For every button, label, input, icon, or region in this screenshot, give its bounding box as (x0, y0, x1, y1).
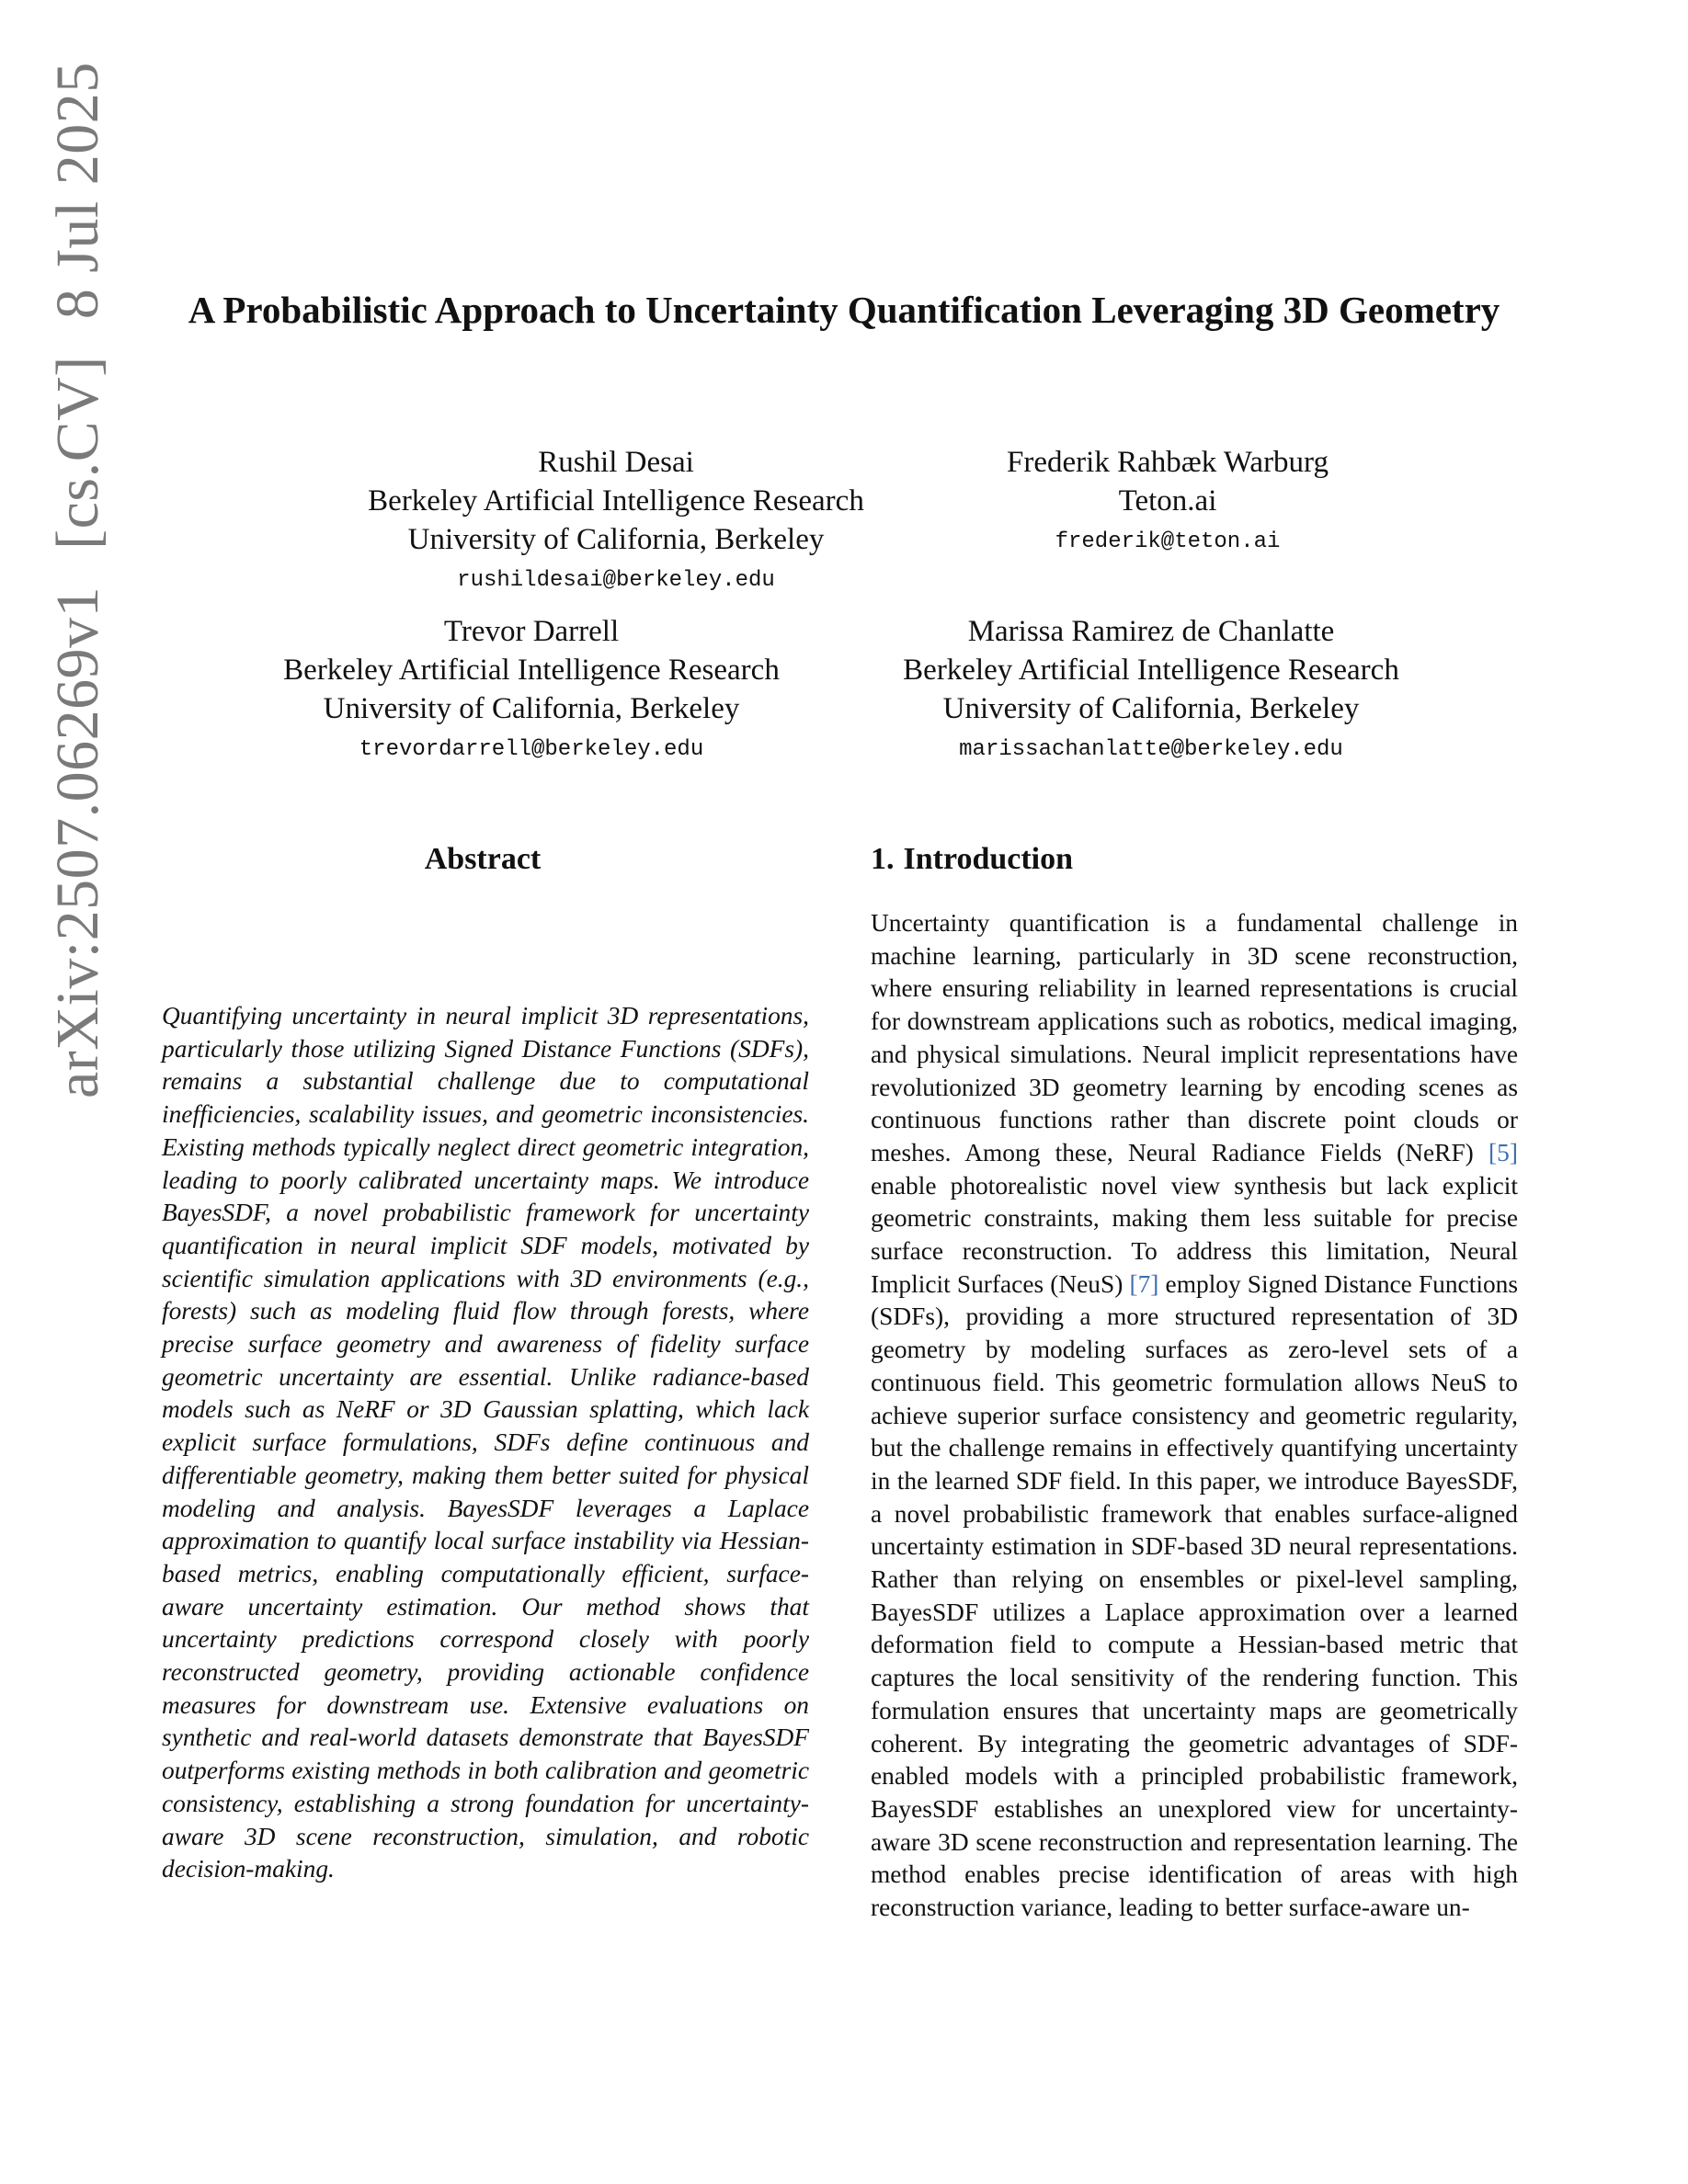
author-block (919, 443, 1416, 561)
arxiv-category: [cs.CV] (44, 356, 111, 550)
author-affiliation: Berkeley Artificial Intelligence Research (283, 654, 780, 687)
intro-text-part: employ Signed Distance Functions (SDFs), providing a more structured representation of 3D geometry by modeling surfaces as zero-level sets of a continuous field. This geometric formulation allows NeuS to achieve superior surface consistency and geometric regularity, but the challenge remains in effectively quantifying uncertainty in the learned SDF field. In this paper, we introduce BayesSDF, a novel probabilistic framework that enables surface-aligned uncertainty estimation in SDF-based 3D neural representations. Rather than relying on ensembles or pixel-level sampling, BayesSDF utilizes a Laplace approximation over a learned deformation field to compute a Hessian-based metric that captures the local sensitivity of the rendering function. This formulation ensures that uncertainty maps are geometrically coherent. By integrating the geometric advantages of SDF-enabled models with a principled probabilistic framework, BayesSDF establishes an unexplored view for uncertainty-aware 3D scene reconstruction and representation learning. The method enables precise identification of areas with high reconstruction variance, leading to better surface-aware un- (871, 1269, 1518, 1922)
author-affiliation: University of California, Berkeley (407, 523, 825, 556)
author-affiliation: University of California, Berkeley (323, 692, 740, 725)
arxiv-date: 8 Jul 2025 (44, 62, 111, 320)
author-block (866, 612, 1436, 768)
citation-link[interactable]: [7] (1129, 1269, 1159, 1298)
introduction-text (871, 907, 1518, 1925)
paper-title: A Probabilistic Approach to Uncertainty Quantification Leveraging 3D Geometry (188, 289, 1500, 331)
author-name: Trevor Darrell (443, 615, 620, 648)
author-name: Frederik Rahbæk Warburg (1007, 446, 1329, 479)
abstract-heading: Abstract (424, 842, 542, 876)
citation-link[interactable]: [5] (1488, 1138, 1518, 1166)
arxiv-id: arXiv:2507.06269v1 (44, 586, 111, 1098)
author-block (340, 443, 892, 599)
author-affiliation: Teton.ai (1118, 484, 1217, 518)
author-email: trevordarrell@berkeley.edu (359, 737, 704, 762)
author-affiliation: University of California, Berkeley (942, 692, 1360, 725)
abstract-text: Quantifying uncertainty in neural implicit 3D representations, particularly those utilizing Signed Distance Functions (SDFs), remains a substantial challenge due to computational inefficiencies, scalability issues, and geometric inconsistencies. Existing methods typically neglect direct geometric integration, leading to poorly calibrated uncertainty maps. We introduce BayesSDF, a novel probabilistic framework for uncertainty quantification in neural implicit SDF models, motivated by scientific simulation applications with 3D environments (e.g., forests) such as modeling fluid flow through forests, where precise surface geometry and awareness of fidelity surface geometric uncertainty are essential. Unlike radiance-based models such as NeRF or 3D Gaussian splatting, which lack explicit surface formulations, SDFs define continuous and differentiable geometry, making them better suited for physical modeling and analysis. BayesSDF leverages a Laplace approximation to quantify local surface instability via Hessian-based metrics, enabling computationally efficient, surface-aware uncertainty estimation. Our method shows that uncertainty predictions correspond closely with poorly reconstructed geometry, providing actionable confidence measures for downstream use. Extensive evaluations on synthetic and real-world datasets demonstrate that BayesSDF outperforms existing methods in both calibration and geometric consistency, establishing a strong foundation for uncertainty-aware 3D scene reconstruction, simulation, and robotic decision-making. (162, 1002, 809, 1883)
section-title: Introduction (903, 842, 1074, 876)
introduction-heading (871, 839, 1073, 880)
author-affiliation: Berkeley Artificial Intelligence Research (903, 654, 1399, 687)
arxiv-side-stamp (44, 62, 111, 1098)
section-number: 1. (871, 842, 895, 876)
intro-text-part: Uncertainty quantification is a fundamental challenge in machine learning, particularly in 3D scene reconstruction, where ensuring reliability in learned representations is crucial for downstream applications such as robotics, medical imaging, and physical simulations. Neural implicit representations have revolutionized 3D geometry learning by encoding scenes as continuous functions rather than discrete point clouds or meshes. Among these, Neural Radiance Fields (NeRF) (871, 909, 1518, 1166)
author-email: rushildesai@berkeley.edu (457, 568, 775, 593)
author-name: Rushil Desai (538, 446, 694, 479)
author-name: Marissa Ramirez de Chanlatte (967, 615, 1335, 648)
author-affiliation: Berkeley Artificial Intelligence Research (368, 484, 864, 518)
author-email: marissachanlatte@berkeley.edu (959, 737, 1343, 762)
author-block (246, 612, 816, 768)
intro-text-part: enable photorealistic novel view synthesis but lack explicit geometric constraints, making them less suitable for precise surface reconstruction. To address this limitation, Neural Implicit Surfaces (NeuS) (871, 1171, 1518, 1298)
author-email: frederik@teton.ai (1055, 529, 1281, 554)
